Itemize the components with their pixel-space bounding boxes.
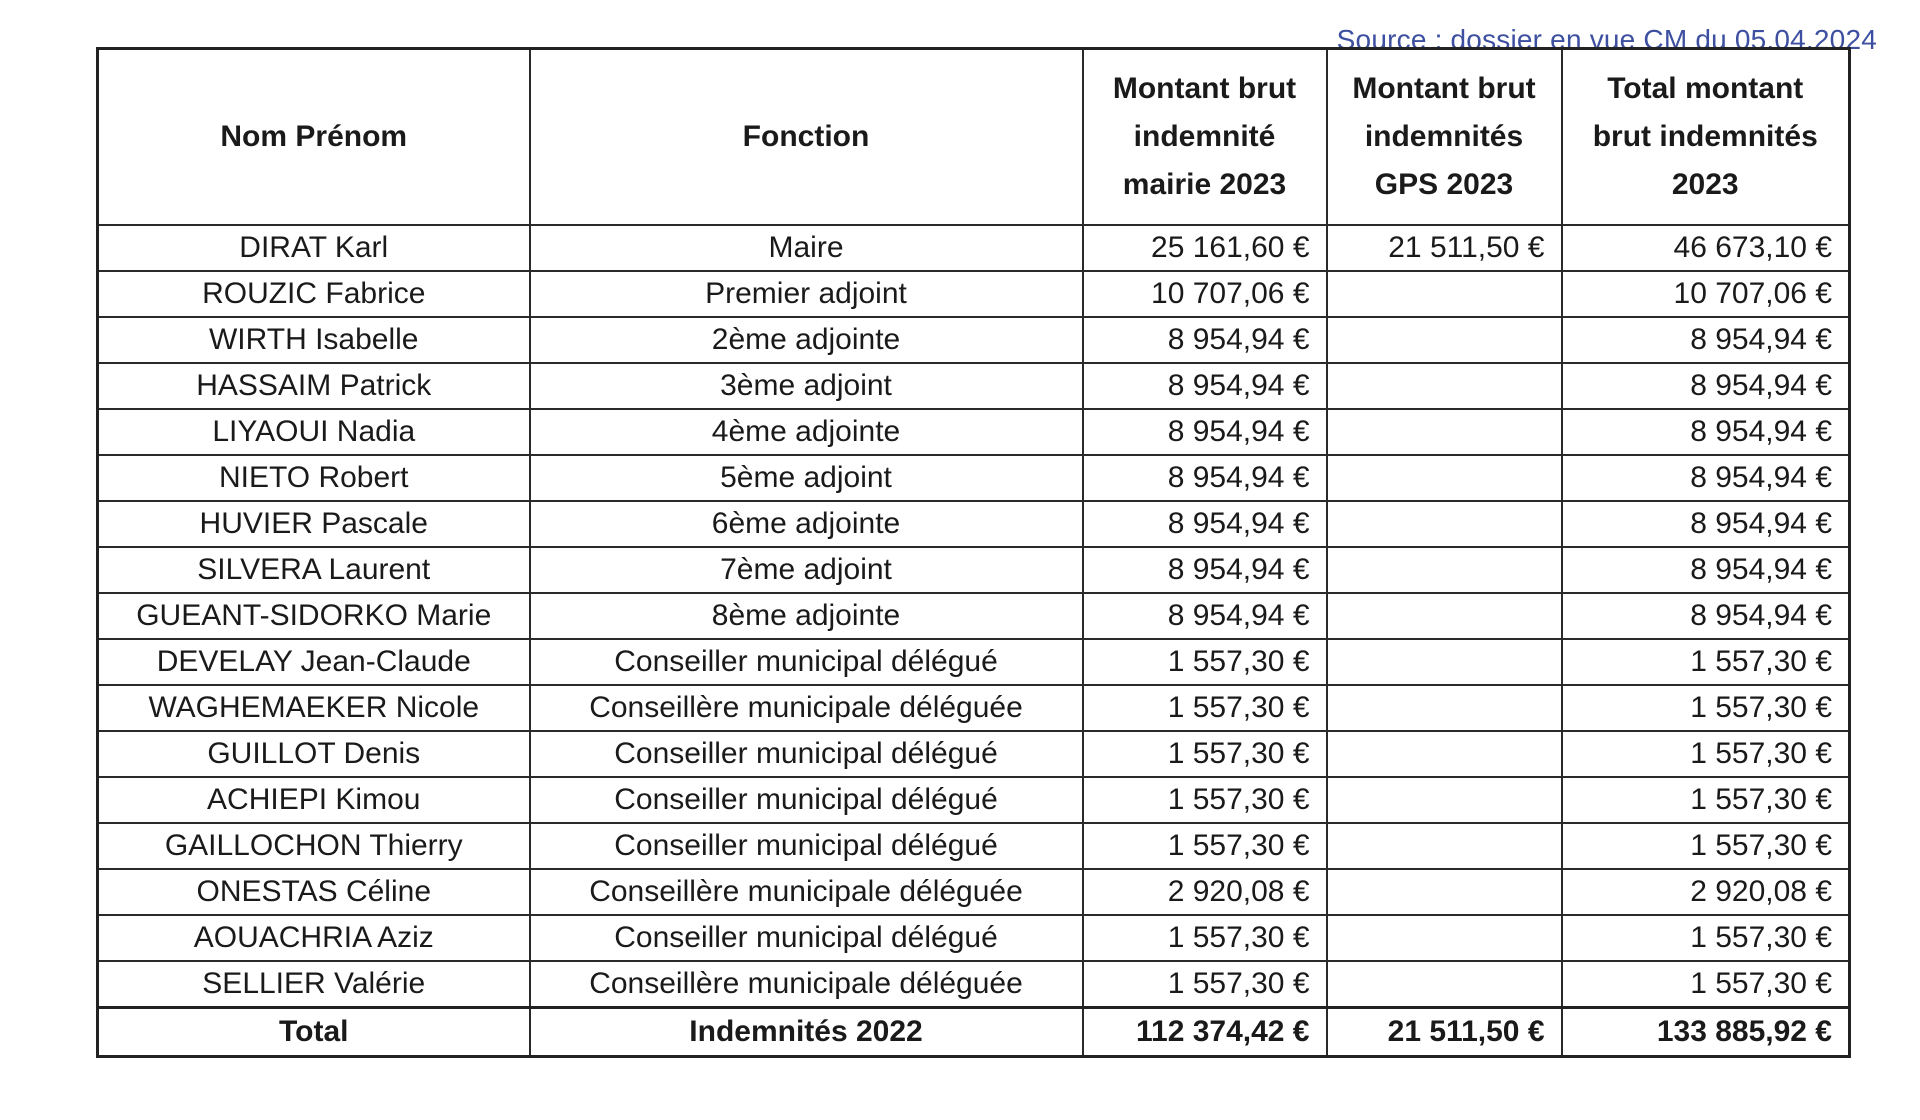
table-body [98,225,1850,1008]
table-row [98,915,1850,961]
cell-montant-mairie: 1 557,30 € [1083,961,1327,1008]
cell-montant-total: 1 557,30 € [1562,639,1850,685]
source-note: Source : dossier en vue CM du 05.04.2024 [1336,24,1877,55]
cell-nom: AOUACHRIA Aziz [98,915,530,961]
cell-nom: LIYAOUI Nadia [98,409,530,455]
cell-fonction: 6ème adjointe [530,501,1083,547]
cell-montant-gps [1327,271,1562,317]
cell-montant-total: 2 920,08 € [1562,869,1850,915]
cell-nom: GAILLOCHON Thierry [98,823,530,869]
column-header-total: Total montant brut indemnités 2023 [1562,49,1850,226]
cell-montant-mairie: 1 557,30 € [1083,915,1327,961]
table-row [98,639,1850,685]
cell-montant-gps [1327,547,1562,593]
cell-fonction: 8ème adjointe [530,593,1083,639]
cell-montant-total: 1 557,30 € [1562,915,1850,961]
cell-fonction: Conseiller municipal délégué [530,823,1083,869]
cell-montant-mairie: 8 954,94 € [1083,363,1327,409]
cell-montant-mairie: 8 954,94 € [1083,501,1327,547]
indemnites-table-container [96,47,1848,1058]
cell-fonction: 4ème adjointe [530,409,1083,455]
cell-montant-total: 1 557,30 € [1562,685,1850,731]
cell-nom: ACHIEPI Kimou [98,777,530,823]
table-header [98,49,1850,226]
cell-montant-mairie: 1 557,30 € [1083,639,1327,685]
total-fonction: Indemnités 2022 [530,1008,1083,1057]
cell-nom: DEVELAY Jean-Claude [98,639,530,685]
table-row [98,685,1850,731]
cell-nom: SILVERA Laurent [98,547,530,593]
cell-montant-gps [1327,685,1562,731]
cell-montant-total: 8 954,94 € [1562,363,1850,409]
cell-montant-total: 1 557,30 € [1562,961,1850,1008]
cell-nom: NIETO Robert [98,455,530,501]
cell-montant-gps [1327,501,1562,547]
cell-montant-total: 8 954,94 € [1562,455,1850,501]
cell-fonction: Conseillère municipale déléguée [530,869,1083,915]
cell-montant-mairie: 2 920,08 € [1083,869,1327,915]
cell-montant-total: 46 673,10 € [1562,225,1850,271]
cell-montant-gps [1327,869,1562,915]
cell-montant-total: 10 707,06 € [1562,271,1850,317]
table-row [98,777,1850,823]
cell-nom: GUEANT-SIDORKO Marie [98,593,530,639]
table-row [98,317,1850,363]
cell-fonction: Premier adjoint [530,271,1083,317]
cell-fonction: Conseillère municipale déléguée [530,685,1083,731]
cell-montant-mairie: 1 557,30 € [1083,731,1327,777]
cell-fonction: Conseillère municipale déléguée [530,961,1083,1008]
table-row [98,225,1850,271]
cell-montant-mairie: 25 161,60 € [1083,225,1327,271]
total-label: Total [98,1008,530,1057]
cell-fonction: 7ème adjoint [530,547,1083,593]
cell-fonction: 5ème adjoint [530,455,1083,501]
cell-nom: DIRAT Karl [98,225,530,271]
total-row [98,1008,1850,1057]
table-row [98,271,1850,317]
table-row [98,455,1850,501]
cell-montant-mairie: 1 557,30 € [1083,685,1327,731]
cell-montant-mairie: 8 954,94 € [1083,455,1327,501]
total-mairie: 112 374,42 € [1083,1008,1327,1057]
cell-montant-total: 1 557,30 € [1562,777,1850,823]
cell-montant-gps [1327,409,1562,455]
table-row [98,363,1850,409]
cell-montant-gps: 21 511,50 € [1327,225,1562,271]
cell-montant-total: 1 557,30 € [1562,823,1850,869]
cell-montant-mairie: 8 954,94 € [1083,317,1327,363]
cell-fonction: Conseiller municipal délégué [530,639,1083,685]
cell-montant-total: 8 954,94 € [1562,547,1850,593]
cell-fonction: 3ème adjoint [530,363,1083,409]
cell-montant-gps [1327,915,1562,961]
column-header-gps: Montant brut indemnités GPS 2023 [1327,49,1562,226]
cell-fonction: Maire [530,225,1083,271]
cell-montant-gps [1327,731,1562,777]
cell-montant-mairie: 8 954,94 € [1083,409,1327,455]
total-gps: 21 511,50 € [1327,1008,1562,1057]
indemnites-table [96,47,1851,1058]
cell-nom: HASSAIM Patrick [98,363,530,409]
cell-montant-total: 1 557,30 € [1562,731,1850,777]
cell-montant-mairie: 8 954,94 € [1083,547,1327,593]
cell-nom: ONESTAS Céline [98,869,530,915]
table-row [98,547,1850,593]
cell-nom: HUVIER Pascale [98,501,530,547]
cell-montant-total: 8 954,94 € [1562,409,1850,455]
cell-montant-total: 8 954,94 € [1562,317,1850,363]
cell-montant-gps [1327,455,1562,501]
column-header-fonction: Fonction [530,49,1083,226]
cell-montant-gps [1327,777,1562,823]
cell-fonction: Conseiller municipal délégué [530,731,1083,777]
cell-montant-gps [1327,363,1562,409]
cell-montant-gps [1327,823,1562,869]
table-row [98,869,1850,915]
cell-montant-gps [1327,639,1562,685]
cell-montant-mairie: 10 707,06 € [1083,271,1327,317]
cell-montant-total: 8 954,94 € [1562,593,1850,639]
cell-nom: GUILLOT Denis [98,731,530,777]
cell-nom: SELLIER Valérie [98,961,530,1008]
cell-nom: WAGHEMAEKER Nicole [98,685,530,731]
table-row [98,961,1850,1008]
column-header-nom: Nom Prénom [98,49,530,226]
table-row [98,823,1850,869]
cell-montant-mairie: 1 557,30 € [1083,777,1327,823]
cell-montant-gps [1327,961,1562,1008]
table-row [98,731,1850,777]
cell-nom: WIRTH Isabelle [98,317,530,363]
cell-montant-total: 8 954,94 € [1562,501,1850,547]
table-row [98,593,1850,639]
table-row [98,501,1850,547]
cell-montant-gps [1327,317,1562,363]
cell-fonction: 2ème adjointe [530,317,1083,363]
cell-nom: ROUZIC Fabrice [98,271,530,317]
cell-montant-gps [1327,593,1562,639]
cell-montant-mairie: 1 557,30 € [1083,823,1327,869]
column-header-mairie: Montant brut indemnité mairie 2023 [1083,49,1327,226]
total-total: 133 885,92 € [1562,1008,1850,1057]
cell-montant-mairie: 8 954,94 € [1083,593,1327,639]
table-footer [98,1008,1850,1057]
header-row [98,49,1850,226]
table-row [98,409,1850,455]
cell-fonction: Conseiller municipal délégué [530,777,1083,823]
cell-fonction: Conseiller municipal délégué [530,915,1083,961]
